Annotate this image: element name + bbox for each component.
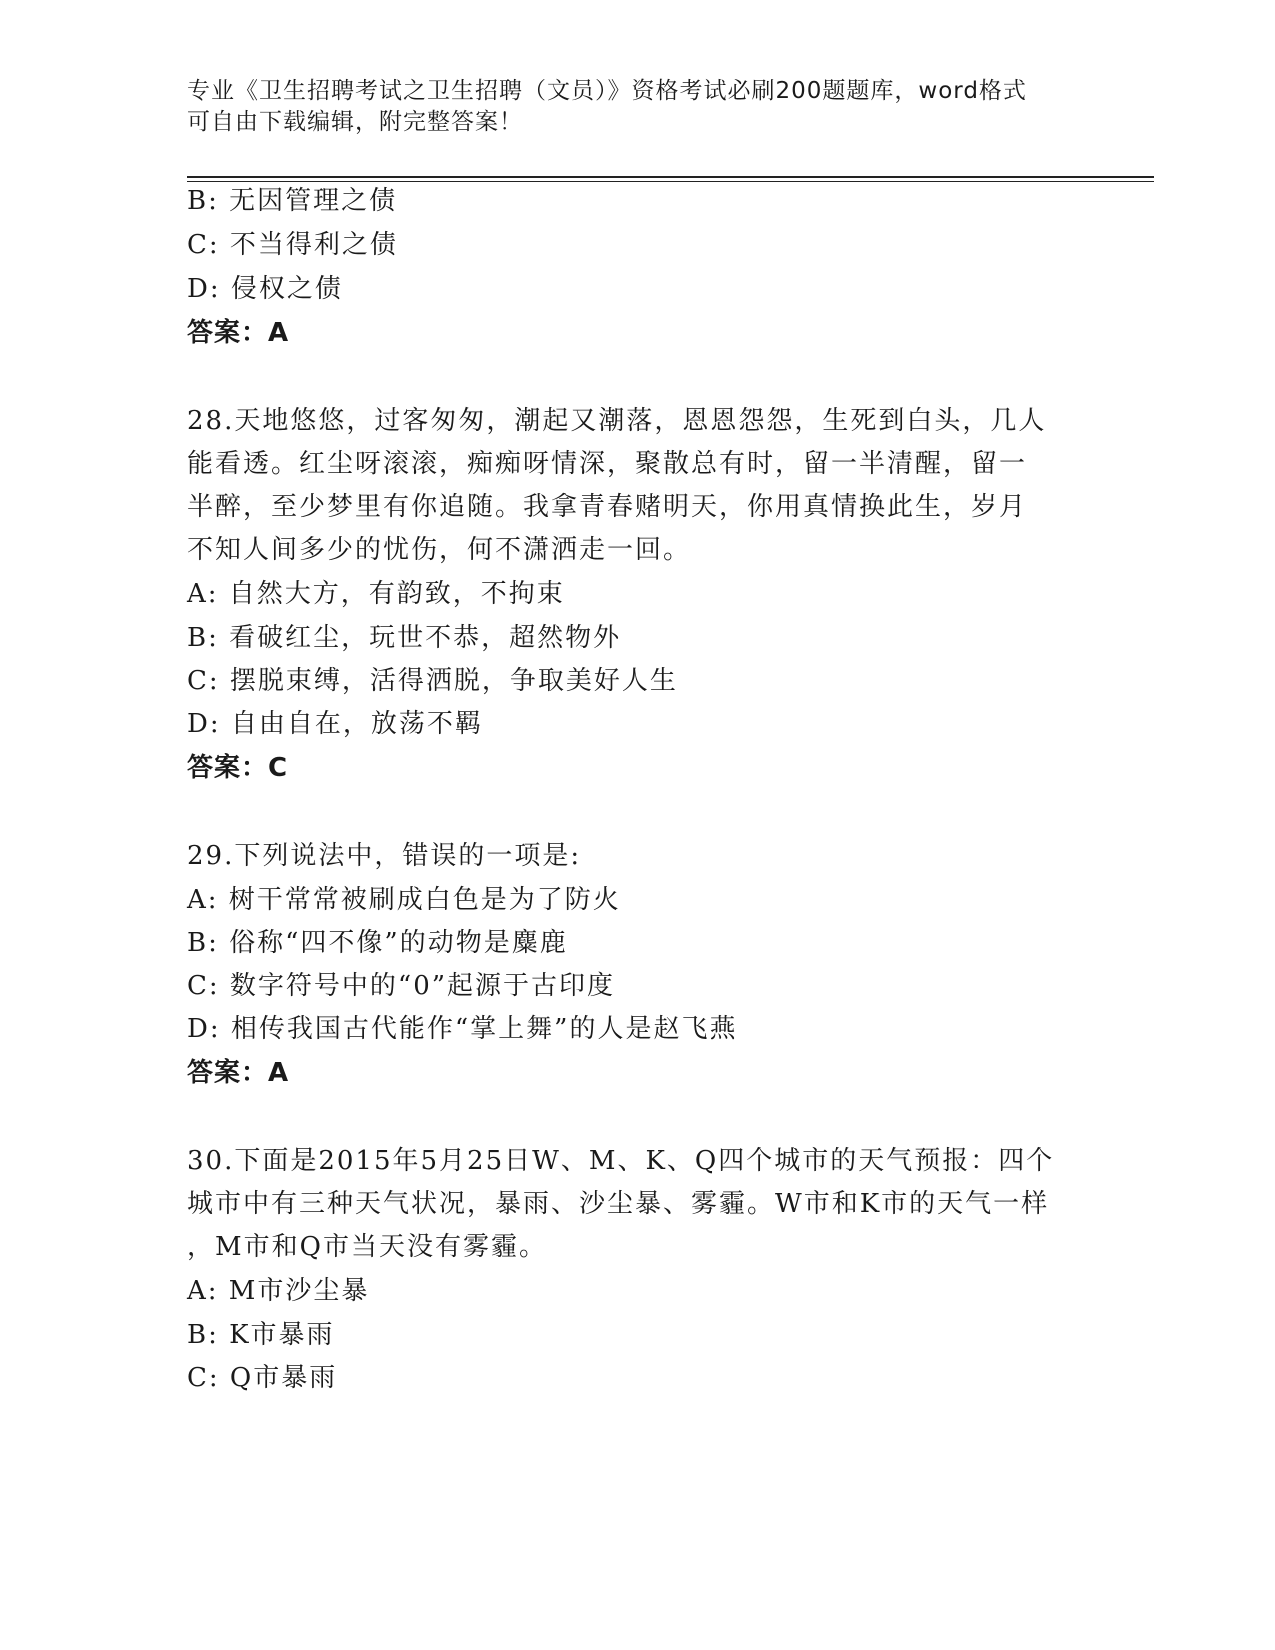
q29-answer: 答案：A (187, 1058, 290, 1088)
q30-option-a: A: M市沙尘暴 (187, 1276, 370, 1306)
q29-option-b: B: 俗称“四不像”的动物是麋鹿 (187, 928, 568, 958)
q27-option-b: B: 无因管理之债 (187, 186, 398, 216)
q28-option-d: D: 自由自在，放荡不羁 (187, 709, 483, 739)
q28-option-c: C: 摆脱束缚，活得洒脱，争取美好人生 (187, 666, 678, 696)
q28-option-b: B: 看破红尘，玩世不恭，超然物外 (187, 623, 622, 653)
q27-option-d: D: 侵权之债 (187, 274, 343, 304)
document-header (187, 76, 1067, 138)
q28-option-a: A: 自然大方，有韵致，不拘束 (187, 579, 565, 609)
header-title-line-1: 专业《卫生招聘考试之卫生招聘（文员）》资格考试必刷200题题库，word格式 (187, 78, 1027, 104)
header-divider (187, 176, 1154, 182)
q28-stem-line-3: 半醉，至少梦里有你追随。我拿青春赌明天，你用真情换此生，岁月 (187, 492, 1028, 522)
header-title-line-2: 可自由下载编辑，附完整答案！ (187, 109, 523, 135)
q27-option-c: C: 不当得利之债 (187, 230, 398, 260)
q30-option-b: B: K市暴雨 (187, 1320, 335, 1350)
q27-answer: 答案：A (187, 318, 290, 348)
q30-stem-line-3: ，M市和Q市当天没有雾霾。 (187, 1232, 547, 1262)
q30-stem-line-2: 城市中有三种天气状况，暴雨、沙尘暴、雾霾。W市和K市的天气一样 (187, 1189, 1050, 1219)
q30-stem-line-1: 30.下面是2015年5月25日W、M、K、Q四个城市的天气预报：四个 (187, 1146, 1055, 1176)
q29-option-a: A: 树干常常被刷成白色是为了防火 (187, 885, 621, 915)
q28-answer: 答案：C (187, 753, 289, 783)
q30-option-c: C: Q市暴雨 (187, 1363, 338, 1393)
q29-option-c: C: 数字符号中的“0”起源于古印度 (187, 971, 616, 1001)
q28-stem-line-1: 28.天地悠悠，过客匆匆，潮起又潮落，恩恩怨怨，生死到白头，几人 (187, 406, 1047, 436)
q29-stem-line-1: 29.下列说法中，错误的一项是: (187, 841, 582, 871)
q28-stem-line-4: 不知人间多少的忧伤，何不潇洒走一回。 (187, 535, 692, 565)
q29-option-d: D: 相传我国古代能作“掌上舞”的人是赵飞燕 (187, 1014, 738, 1044)
q28-stem-line-2: 能看透。红尘呀滚滚，痴痴呀情深，聚散总有时，留一半清醒，留一 (187, 449, 1028, 479)
